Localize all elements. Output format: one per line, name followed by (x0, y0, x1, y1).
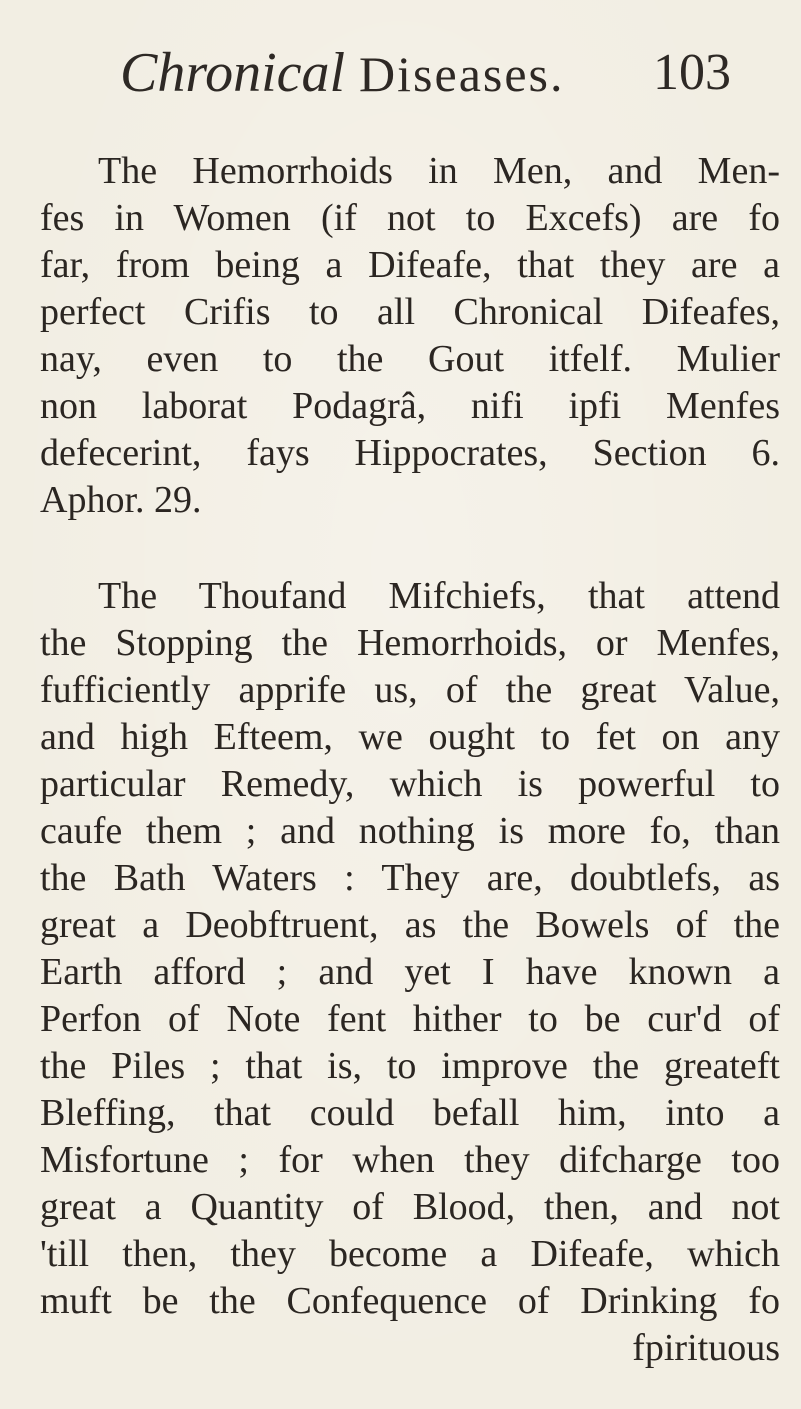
text-line: caufe them ; and nothing is more fo, than (40, 810, 780, 852)
text-line: fes in Women (if not to Excefs) are fo (40, 197, 780, 239)
catchword: fpirituous (632, 1327, 780, 1369)
text-line: defecerint, fays Hippocrates, Section 6. (40, 432, 780, 474)
text-line: The Hemorrhoids in Men, and Men- (98, 150, 780, 192)
text-line: the Piles ; that is, to improve the greateft (40, 1045, 780, 1087)
text-line: fufficiently apprife us, of the great Value, (40, 669, 780, 711)
page-number: 103 (653, 44, 731, 101)
text-line: Aphor. 29. (40, 479, 202, 521)
running-head-caps: Diseases. (359, 46, 565, 102)
text-line: the Stopping the Hemorrhoids, or Menfes, (40, 622, 780, 664)
text-line: Bleffing, that could befall him, into a (40, 1092, 780, 1134)
paragraph-2 (40, 573, 780, 1372)
page-header (0, 38, 801, 108)
text-line: non laborat Podagrâ, nifi ipfi Menfes (40, 385, 780, 427)
text-line: and high Efteem, we ought to fet on any (40, 716, 780, 758)
text-line: far, from being a Difeafe, that they are a (40, 244, 780, 286)
running-head (120, 38, 565, 109)
paragraph-1 (40, 148, 780, 524)
text-line: nay, even to the Gout itfelf. Mulier (40, 338, 780, 380)
text-line: Perfon of Note fent hither to be cur'd of (40, 998, 780, 1040)
text-line: The Thoufand Mifchiefs, that attend (98, 575, 780, 617)
text-line: great a Quantity of Blood, then, and not (40, 1186, 780, 1228)
text-line: Misfortune ; for when they difcharge too (40, 1139, 780, 1181)
text-line: Earth afford ; and yet I have known a (40, 951, 780, 993)
running-head-italic: Chronical (120, 42, 346, 104)
text-line: muft be the Confequence of Drinking fo (40, 1280, 780, 1322)
text-line: perfect Crifis to all Chronical Difeafes, (40, 291, 780, 333)
text-line: great a Deobftruent, as the Bowels of the (40, 904, 780, 946)
text-line: the Bath Waters : They are, doubtlefs, as (40, 857, 780, 899)
text-line: particular Remedy, which is powerful to (40, 763, 780, 805)
text-line: 'till then, they become a Difeafe, which (40, 1233, 780, 1275)
